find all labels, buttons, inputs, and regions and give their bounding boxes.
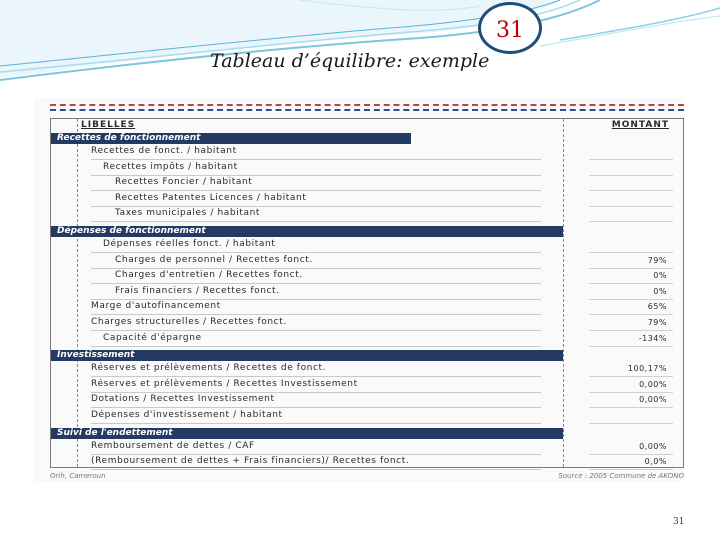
row-separator [91, 190, 541, 191]
amount-separator [589, 346, 673, 347]
table-divider-right [563, 119, 564, 467]
table-row-label: Recettes Foncier / habitant [115, 177, 253, 188]
table-row-amount: 0% [653, 286, 667, 296]
table-row-label: Remboursement de dettes / CAF [91, 440, 255, 451]
section-header: Investissement [51, 350, 563, 361]
table-row-amount: -134% [638, 333, 667, 343]
table-row-amount: 0,00% [639, 441, 667, 451]
row-separator [91, 175, 541, 176]
amount-separator [589, 407, 673, 408]
table-row-label: Dotations / Recettes Investissement [91, 394, 275, 405]
amount-separator [589, 268, 673, 269]
section-header: Dépenses de fonctionnement [51, 226, 563, 237]
table-divider-left [77, 119, 78, 467]
row-separator [91, 469, 541, 470]
amount-separator [589, 469, 673, 470]
table-row-label: Charges structurelles / Recettes fonct. [91, 317, 287, 327]
table-row-label: Marge d'autofinancement [91, 301, 221, 312]
table-row-amount: 0% [653, 271, 667, 281]
table-footer-left: Orih, Cameroun [50, 472, 106, 480]
amount-separator [589, 330, 673, 331]
section-header: Recettes de fonctionnement [51, 133, 411, 144]
slide-footer-number: 31 [673, 517, 685, 527]
amount-separator [589, 159, 673, 160]
table-row-amount: 79% [647, 318, 667, 327]
row-separator [91, 206, 541, 207]
table-header-amount: MONTANT [611, 120, 669, 130]
table-header-label: LIBELLES [81, 120, 136, 130]
row-separator [91, 392, 541, 393]
row-separator [91, 221, 541, 222]
table-footer-source: Source : 2005 Commune de AKONO [558, 472, 684, 480]
table-row-label: Frais financiers / Recettes fonct. [115, 285, 280, 296]
table-row-label: Capacité d'épargne [103, 332, 202, 343]
row-separator [91, 159, 541, 160]
amount-separator [589, 175, 673, 176]
table-row-label: Taxes municipales / habitant [115, 208, 261, 219]
table-row-label: Recettes Patentes Licences / habitant [115, 192, 307, 203]
row-separator [91, 283, 541, 284]
equilibrium-table-image [34, 98, 684, 482]
row-separator [91, 314, 541, 315]
table-row-label: Recettes de fonct. / habitant [91, 146, 237, 156]
row-separator [91, 346, 541, 347]
table-row-amount: 79% [647, 255, 667, 265]
header-wave-decoration [0, 0, 720, 90]
table-row-label: Recettes impôts / habitant [103, 161, 238, 172]
row-separator [91, 330, 541, 331]
row-separator [91, 454, 541, 455]
amount-separator [589, 190, 673, 191]
section-header: Suivi de l'endettement [51, 428, 563, 439]
row-separator [91, 299, 541, 300]
equilibrium-table [50, 118, 684, 468]
table-row-label: Réserves et prélèvements / Recettes Investissement [91, 378, 358, 389]
table-row-label: Charges de personnel / Recettes fonct. [115, 254, 313, 265]
table-row-amount: 0,0% [644, 457, 667, 467]
row-separator [91, 268, 541, 269]
amount-separator [589, 221, 673, 222]
amount-separator [589, 423, 673, 424]
table-row-amount: 100,17% [627, 364, 667, 374]
row-separator [91, 423, 541, 424]
table-row-amount: 0,00% [639, 395, 667, 405]
table-row-label: Dépenses d'investissement / habitant [91, 410, 283, 420]
table-top-legend-strip [50, 104, 684, 114]
table-row-label: Dépenses réelles fonct. / habitant [103, 239, 276, 249]
amount-separator [589, 454, 673, 455]
row-separator [91, 407, 541, 408]
table-row-amount: 0,00% [639, 379, 667, 389]
row-separator [91, 252, 541, 253]
table-row-label: Charges d'entretien / Recettes fonct. [115, 270, 303, 281]
table-row-amount: 65% [647, 302, 667, 312]
amount-separator [589, 252, 673, 253]
table-row-label: (Remboursement de dettes + Frais financiers)/ Recettes fonct. [91, 456, 410, 467]
amount-separator [589, 283, 673, 284]
amount-separator [589, 376, 673, 377]
amount-separator [589, 314, 673, 315]
slide-number-badge [478, 2, 542, 54]
slide-number-badge-text: 31 [496, 17, 524, 43]
amount-separator [589, 206, 673, 207]
table-row-label: Réserves et prélèvements / Recettes de fonct. [91, 363, 327, 374]
slide-title: Tableau d’équilibre: exemple [210, 50, 490, 72]
amount-separator [589, 392, 673, 393]
amount-separator [589, 299, 673, 300]
row-separator [91, 376, 541, 377]
